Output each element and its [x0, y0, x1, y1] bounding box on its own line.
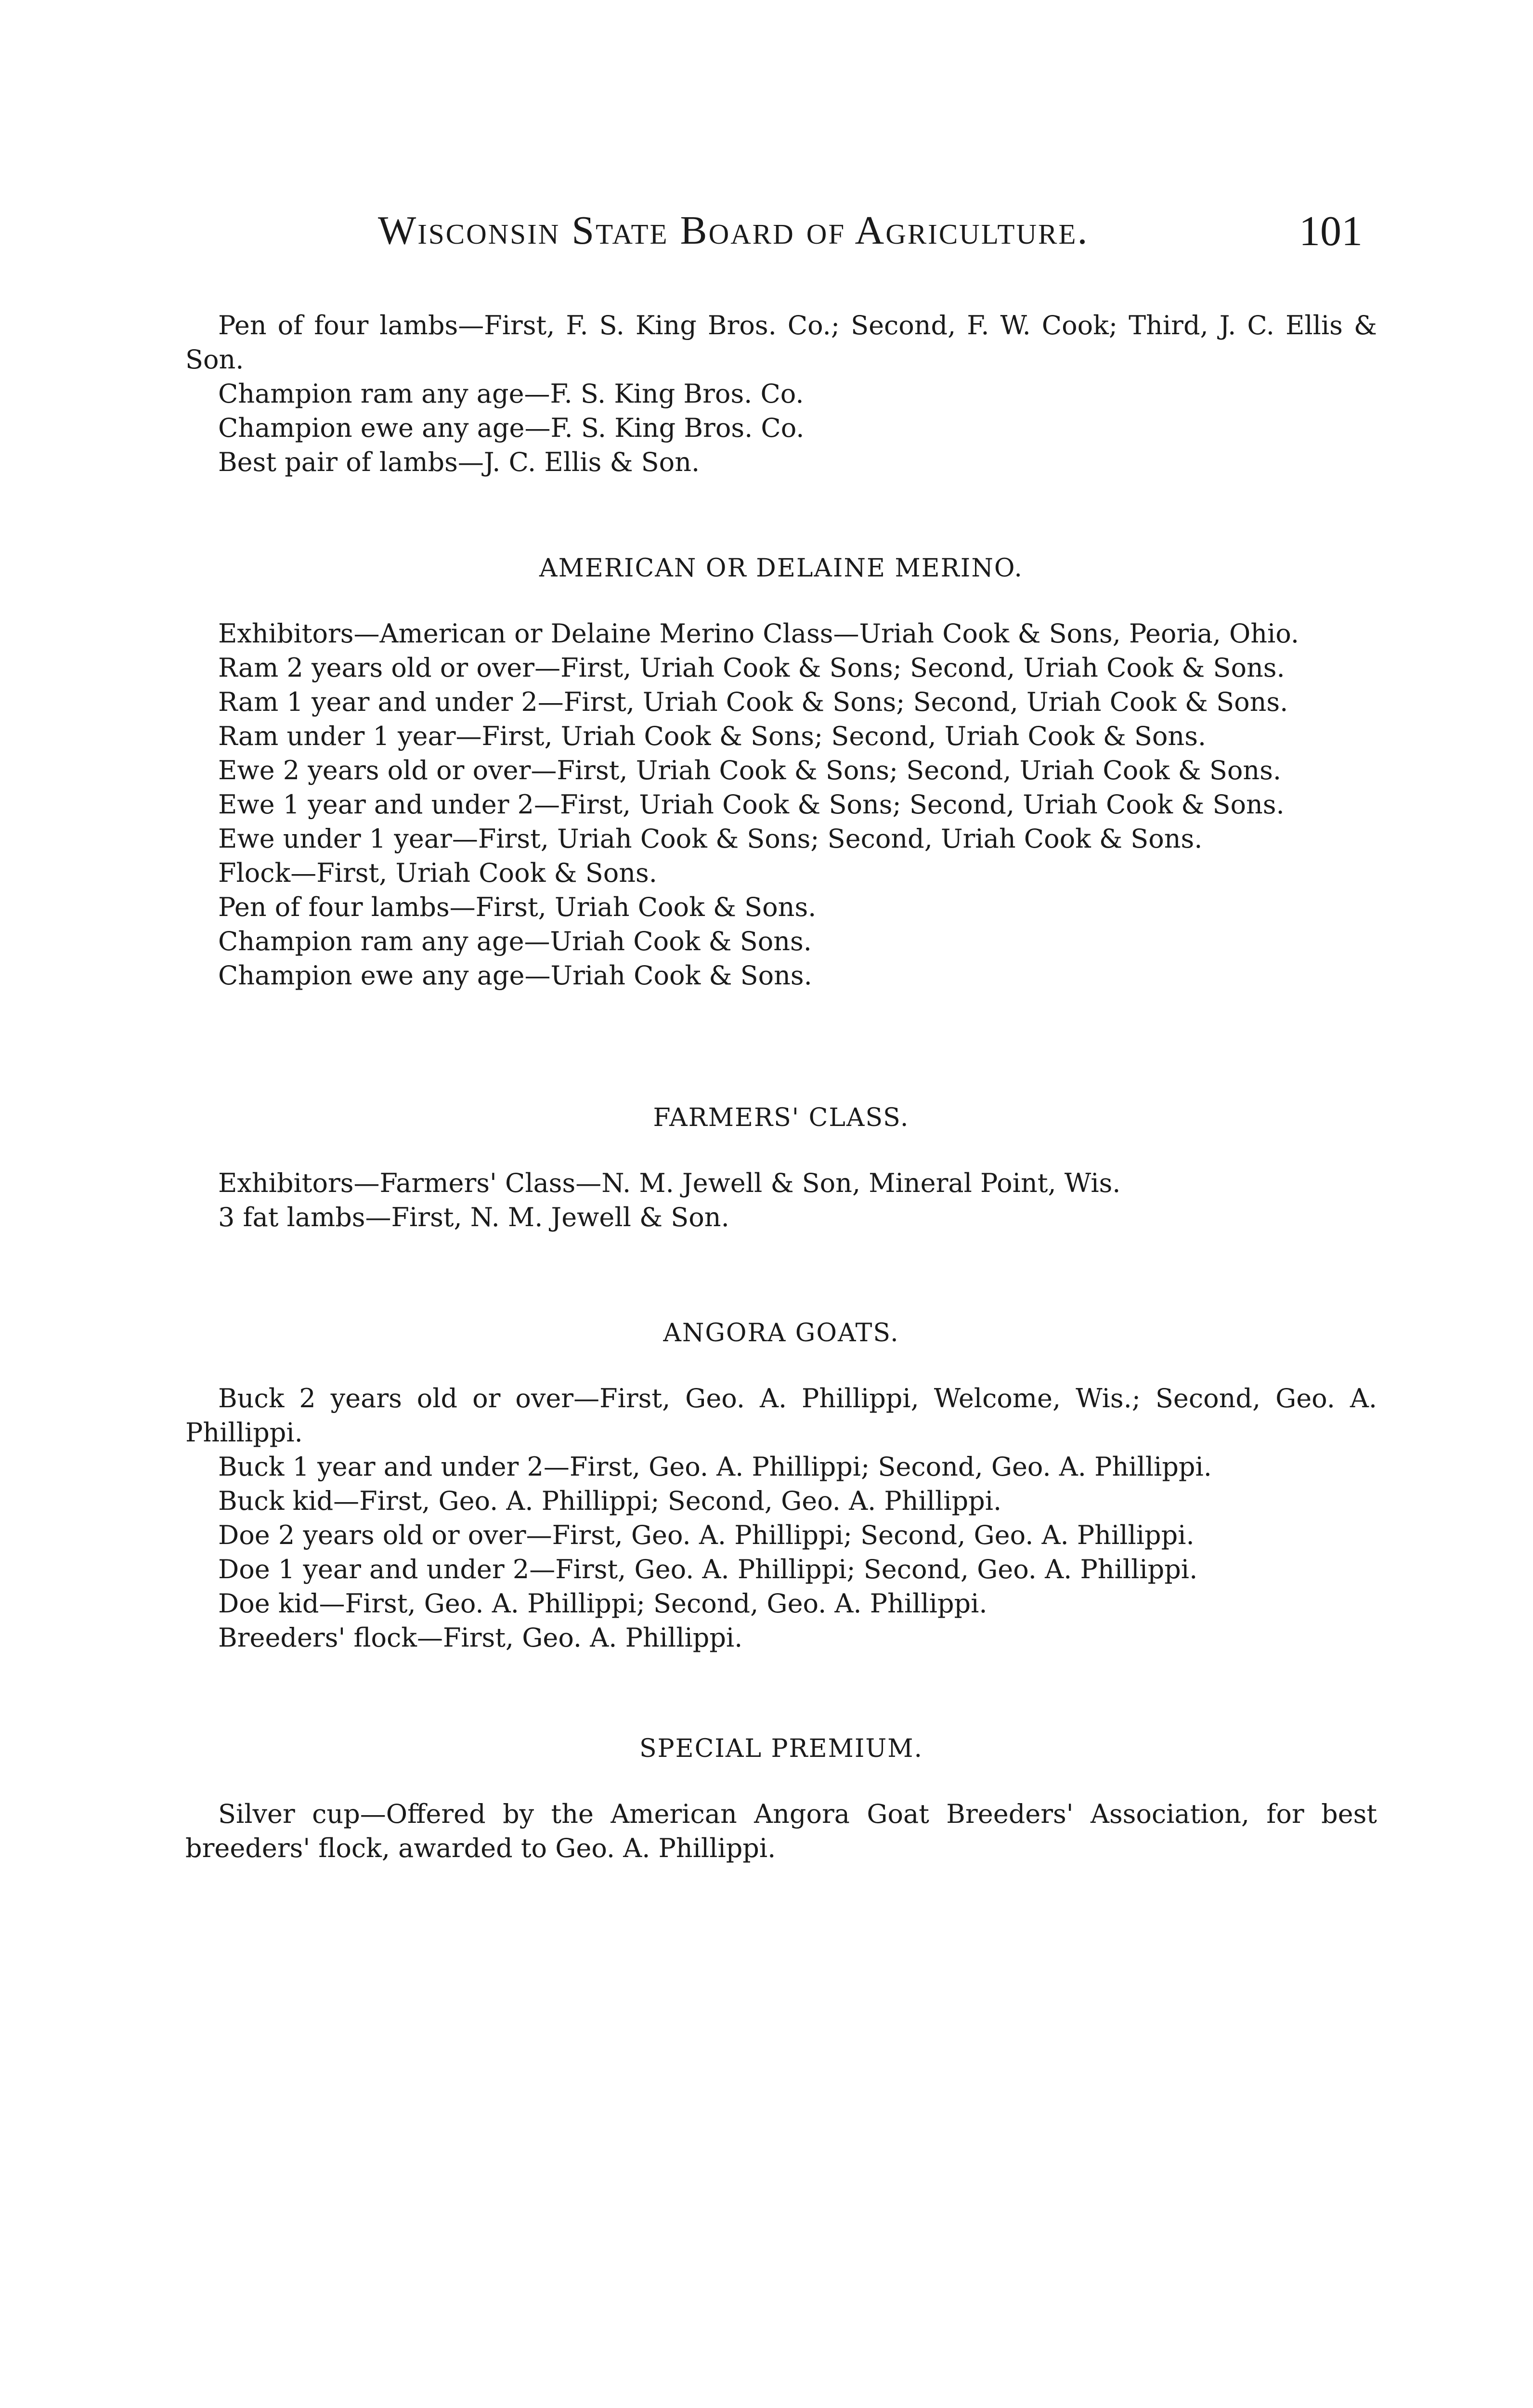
entry: Exhibitors—Farmers' Class—N. M. Jewell & Son, Mineral Point, Wis.: [218, 1168, 1121, 1198]
entry: Buck kid—First, Geo. A. Phillippi; Second, Geo. A. Phillippi.: [218, 1486, 1002, 1516]
entry: Buck 2 years old or over—First, Geo. A. Phillippi, Welcome, Wis.; Second, Geo. A. Phillippi.: [185, 1383, 1377, 1448]
section-heading: ANGORA GOATS.: [663, 1319, 899, 1348]
entry: Silver cup—Offered by the American Angora Goat Breeders' Association, for best breeders' flock, awarded to Geo. A. Phillippi.: [185, 1799, 1377, 1863]
entry: Champion ram any age—Uriah Cook & Sons.: [218, 926, 812, 956]
entry: Champion ram any age—F. S. King Bros. Co.: [218, 379, 804, 409]
entry: Breeders' flock—First, Geo. A. Phillippi.: [218, 1623, 743, 1653]
section-continuation: [185, 308, 1377, 479]
entry: Ewe 2 years old or over—First, Uriah Cook & Sons; Second, Uriah Cook & Sons.: [218, 755, 1281, 785]
entry: Best pair of lambs—J. C. Ellis & Son.: [218, 447, 700, 477]
section-special-premium: [185, 1734, 1377, 1865]
section-heading: AMERICAN OR DELAINE MERINO.: [539, 554, 1023, 583]
page-body: [185, 308, 1377, 1865]
entry: Exhibitors—American or Delaine Merino Class—Uriah Cook & Sons, Peoria, Ohio.: [218, 618, 1299, 649]
running-title: Wisconsin State Board of Agriculture.: [378, 208, 1089, 253]
entry: Ewe under 1 year—First, Uriah Cook & Sons; Second, Uriah Cook & Sons.: [218, 824, 1203, 854]
page-number: 101: [1299, 208, 1363, 255]
entry: Ram 1 year and under 2—First, Uriah Cook & Sons; Second, Uriah Cook & Sons.: [218, 687, 1288, 717]
section-heading: SPECIAL PREMIUM.: [639, 1734, 923, 1763]
section-angora-goats: [185, 1319, 1377, 1655]
entry: Pen of four lambs—First, F. S. King Bros. Co.; Second, F. W. Cook; Third, J. C. Ellis & Son.: [185, 310, 1377, 375]
entry: Buck 1 year and under 2—First, Geo. A. Phillippi; Second, Geo. A. Phillippi.: [218, 1452, 1212, 1482]
entry: Doe kid—First, Geo. A. Phillippi; Second, Geo. A. Phillippi.: [218, 1588, 987, 1619]
entry: Flock—First, Uriah Cook & Sons.: [218, 858, 657, 888]
entry: Champion ewe any age—Uriah Cook & Sons.: [218, 960, 812, 991]
section-delaine-merino: [185, 554, 1377, 993]
entry: Pen of four lambs—First, Uriah Cook & Sons.: [218, 892, 817, 922]
section-farmers-class: [185, 1103, 1377, 1234]
entry: Ewe 1 year and under 2—First, Uriah Cook & Sons; Second, Uriah Cook & Sons.: [218, 789, 1285, 820]
entry: Ram 2 years old or over—First, Uriah Cook & Sons; Second, Uriah Cook & Sons.: [218, 653, 1285, 683]
entry: 3 fat lambs—First, N. M. Jewell & Son.: [218, 1202, 729, 1232]
entry: Champion ewe any age—F. S. King Bros. Co.: [218, 413, 805, 443]
running-head: [188, 207, 1363, 270]
section-heading: FARMERS' CLASS.: [653, 1103, 909, 1132]
entry: Ram under 1 year—First, Uriah Cook & Sons; Second, Uriah Cook & Sons.: [218, 721, 1207, 751]
entry: Doe 1 year and under 2—First, Geo. A. Phillippi; Second, Geo. A. Phillippi.: [218, 1554, 1198, 1584]
entry: Doe 2 years old or over—First, Geo. A. Phillippi; Second, Geo. A. Phillippi.: [218, 1520, 1195, 1550]
